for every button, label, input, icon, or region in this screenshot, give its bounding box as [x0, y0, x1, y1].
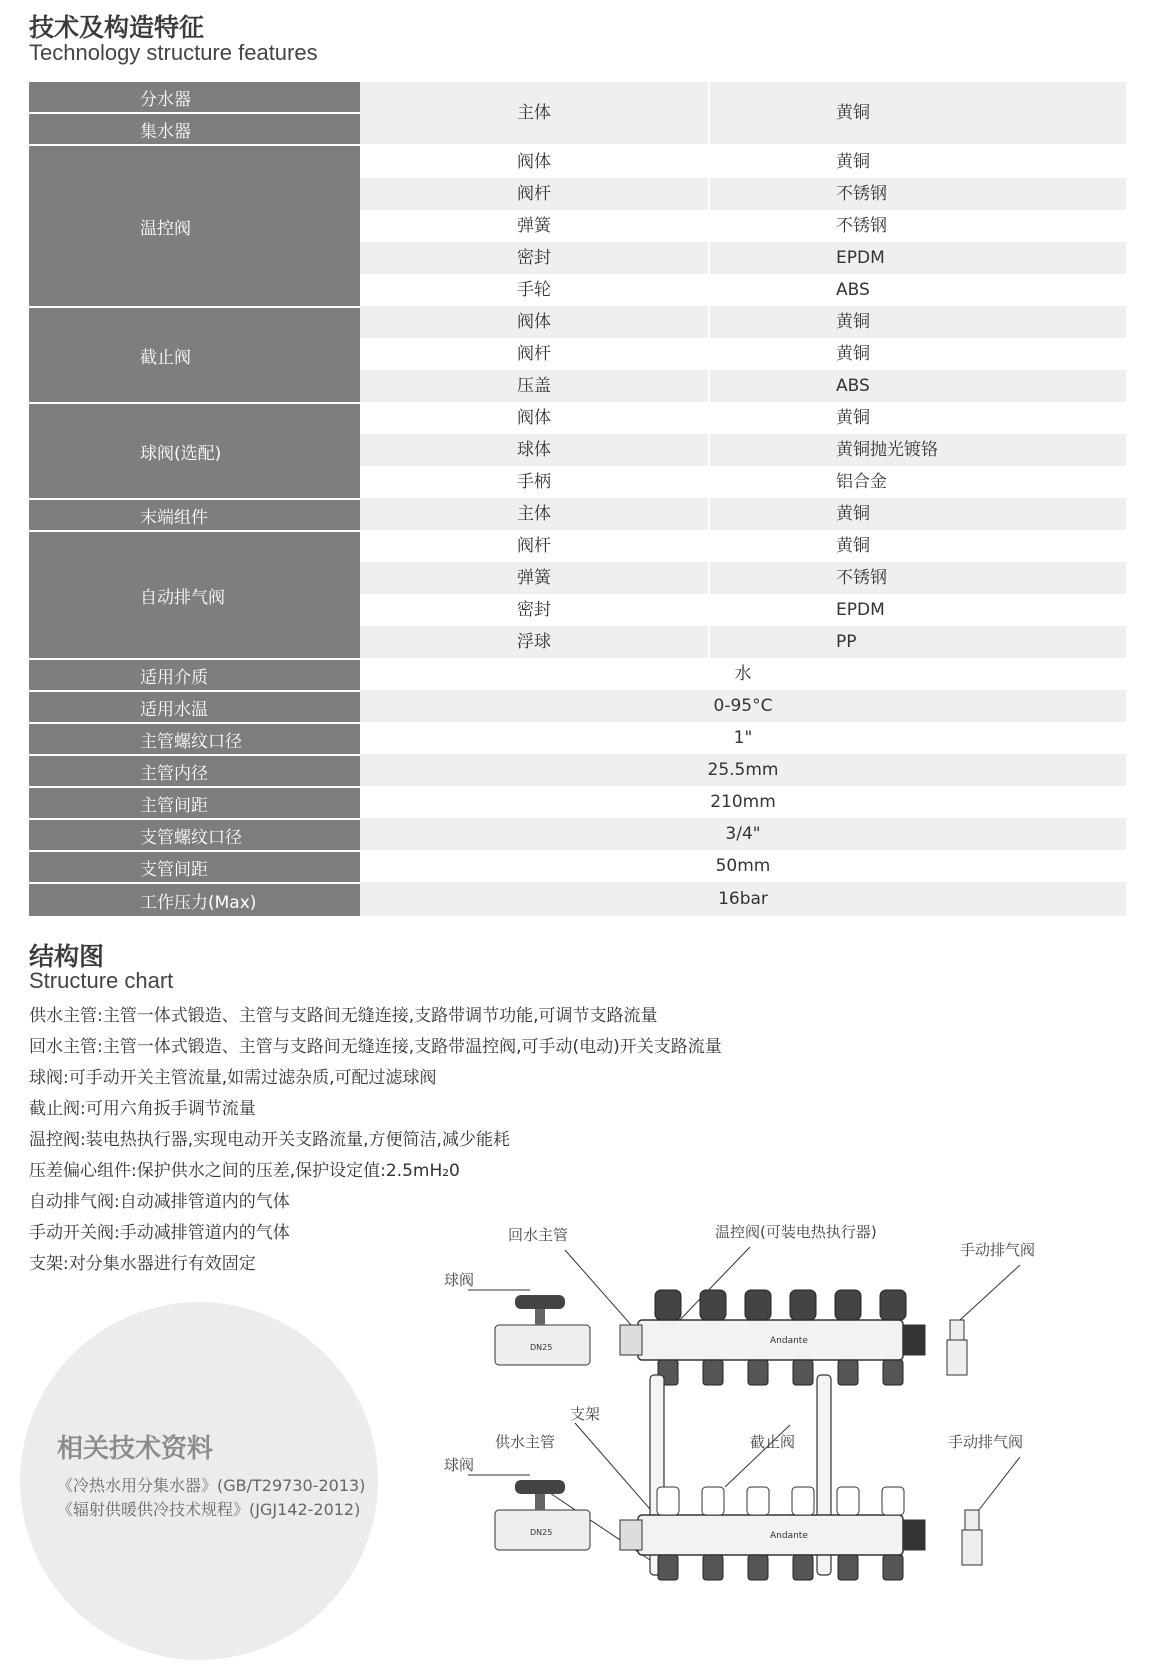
reference-item: 《辐射供暖供冷技术规程》(JGJ142-2012): [57, 1500, 361, 1519]
material-cell: 不锈钢: [836, 216, 887, 236]
part-cell: 手轮: [360, 274, 710, 306]
material-cell: 不锈钢: [836, 568, 887, 588]
material-cell: 铝合金: [836, 472, 887, 492]
value-cell: 1": [733, 728, 753, 748]
manual-vent-top: [947, 1320, 967, 1375]
part-cell: 主体: [360, 498, 710, 530]
brand-label: Andante: [770, 1336, 808, 1346]
list-item: 支架:对分集水器进行有效固定: [29, 1254, 256, 1274]
group-cell: 主管间距: [29, 788, 360, 818]
value-cell: 25.5mm: [707, 760, 779, 780]
material-cell: 黄铜: [836, 344, 870, 364]
group-cell: 支管螺纹口径: [29, 820, 360, 850]
material-cell: EPDM: [836, 600, 885, 620]
table-row: [360, 242, 1126, 274]
table-row: [360, 690, 1126, 722]
brand-label: Andante: [770, 1531, 808, 1541]
material-cell: 黄铜: [836, 152, 870, 172]
group-cell: 适用水温: [29, 692, 360, 722]
part-cell: 阀杆: [360, 178, 710, 210]
group-cell: 末端组件: [29, 500, 360, 530]
supply-manifold: [620, 1487, 925, 1580]
part-cell: 弹簧: [360, 210, 710, 242]
list-item: 压差偏心组件:保护供水之间的压差,保护设定值:2.5mH₂0: [29, 1161, 460, 1181]
label-return-main: 回水主管: [508, 1226, 569, 1244]
table-row: [360, 498, 1126, 530]
table-row: [360, 274, 1126, 306]
table-row: [360, 818, 1126, 850]
ball-valve-top: [495, 1295, 590, 1365]
value-cell: 16bar: [718, 889, 768, 909]
material-cell: 黄铜: [836, 103, 870, 123]
list-item: 球阀:可手动开关主管流量,如需过滤杂质,可配过滤球阀: [29, 1068, 437, 1088]
material-cell: ABS: [836, 280, 870, 300]
label-supply-main: 供水主管: [495, 1433, 556, 1451]
part-cell: 压盖: [360, 370, 710, 402]
value-cell: 3/4": [725, 824, 761, 844]
table-row: [360, 146, 1126, 178]
tech-title-cn: 技术及构造特征: [29, 13, 205, 42]
group-cell: 主管内径: [29, 756, 360, 786]
ball-valve-bottom: [495, 1480, 590, 1550]
part-cell: 阀杆: [360, 530, 710, 562]
list-item: 手动开关阀:手动减排管道内的气体: [29, 1223, 290, 1243]
value-cell: 50mm: [715, 856, 771, 876]
group-cell: 分水器: [29, 82, 360, 112]
material-cell: 黄铜抛光镀铬: [836, 440, 938, 460]
material-cell: 黄铜: [836, 504, 870, 524]
value-cell: 水: [734, 664, 752, 684]
list-item: 自动排气阀:自动减排管道内的气体: [29, 1192, 290, 1212]
label-ball-valve-top: 球阀: [444, 1271, 475, 1289]
group-cell: 自动排气阀: [29, 532, 360, 658]
label-bracket: 支架: [570, 1405, 601, 1423]
return-manifold: [620, 1290, 925, 1385]
table-row: [360, 306, 1126, 338]
group-cell: 球阀(选配): [29, 404, 360, 498]
label-thermo-valve: 温控阀(可装电热执行器): [715, 1223, 877, 1241]
tech-title-en: Technology structure features: [29, 40, 318, 65]
label-stop-valve: 截止阀: [750, 1433, 796, 1451]
list-item: 温控阀:装电热执行器,实现电动开关支路流量,方便简洁,减少能耗: [29, 1130, 510, 1150]
table-row: [360, 338, 1126, 370]
table-row: [360, 210, 1126, 242]
table-row: [360, 786, 1126, 818]
material-cell: ABS: [836, 376, 870, 396]
part-cell: 阀体: [360, 402, 710, 434]
reference-item: 《冷热水用分集水器》(GB/T29730-2013): [57, 1476, 366, 1495]
part-cell: 阀体: [360, 306, 710, 338]
list-item: 回水主管:主管一体式锻造、主管与支路间无缝连接,支路带温控阀,可手动(电动)开关支路流量: [29, 1037, 722, 1057]
table-row: [360, 370, 1126, 402]
value-cell: 0-95°C: [713, 696, 773, 716]
table-row: [360, 754, 1126, 786]
label-manual-vent-bottom: 手动排气阀: [948, 1433, 1024, 1451]
table-row: [360, 882, 1126, 916]
reference-title: 相关技术资料: [57, 1434, 214, 1464]
part-cell: 阀体: [360, 146, 710, 178]
table-row: [360, 658, 1126, 690]
manifold-diagram: [444, 1223, 1140, 1675]
label-ball-valve-bottom: 球阀: [444, 1456, 475, 1474]
table-row: [360, 530, 1126, 562]
table-row: [360, 402, 1126, 434]
table-row: [360, 82, 1126, 144]
part-cell: 手柄: [360, 466, 710, 498]
material-cell: 黄铜: [836, 408, 870, 428]
table-row: [360, 178, 1126, 210]
table-row: [360, 850, 1126, 882]
table-row: [360, 466, 1126, 498]
table-row: [360, 722, 1126, 754]
part-cell: 球体: [360, 434, 710, 466]
group-cell: 适用介质: [29, 660, 360, 690]
table-row: [360, 562, 1126, 594]
group-cell: 工作压力(Max): [29, 884, 360, 916]
group-cell: 截止阀: [29, 308, 360, 402]
ball-tag: DN25: [530, 1343, 553, 1352]
group-cell: 主管螺纹口径: [29, 724, 360, 754]
group-cell: 温控阀: [29, 146, 360, 306]
material-cell: 黄铜: [836, 312, 870, 332]
value-cell: 210mm: [710, 792, 776, 812]
group-cell: 集水器: [29, 114, 360, 144]
ball-tag: DN25: [530, 1528, 553, 1537]
part-cell: 密封: [360, 594, 710, 626]
part-cell: 主体: [360, 82, 710, 144]
material-cell: PP: [836, 632, 857, 652]
part-cell: 密封: [360, 242, 710, 274]
material-cell: 不锈钢: [836, 184, 887, 204]
label-manual-vent-top: 手动排气阀: [960, 1241, 1036, 1259]
structure-title-cn: 结构图: [29, 942, 105, 971]
table-row: [360, 626, 1126, 658]
part-cell: 弹簧: [360, 562, 710, 594]
table-row: [360, 594, 1126, 626]
part-cell: 浮球: [360, 626, 710, 658]
material-cell: 黄铜: [836, 536, 870, 556]
part-cell: 阀杆: [360, 338, 710, 370]
table-row: [360, 434, 1126, 466]
spec-table: [29, 82, 1126, 916]
material-cell: EPDM: [836, 248, 885, 268]
list-item: 截止阀:可用六角扳手调节流量: [29, 1099, 256, 1119]
group-cell: 支管间距: [29, 852, 360, 882]
manual-vent-bottom: [962, 1510, 982, 1565]
structure-title-en: Structure chart: [29, 968, 174, 993]
list-item: 供水主管:主管一体式锻造、主管与支路间无缝连接,支路带调节功能,可调节支路流量: [29, 1006, 658, 1026]
